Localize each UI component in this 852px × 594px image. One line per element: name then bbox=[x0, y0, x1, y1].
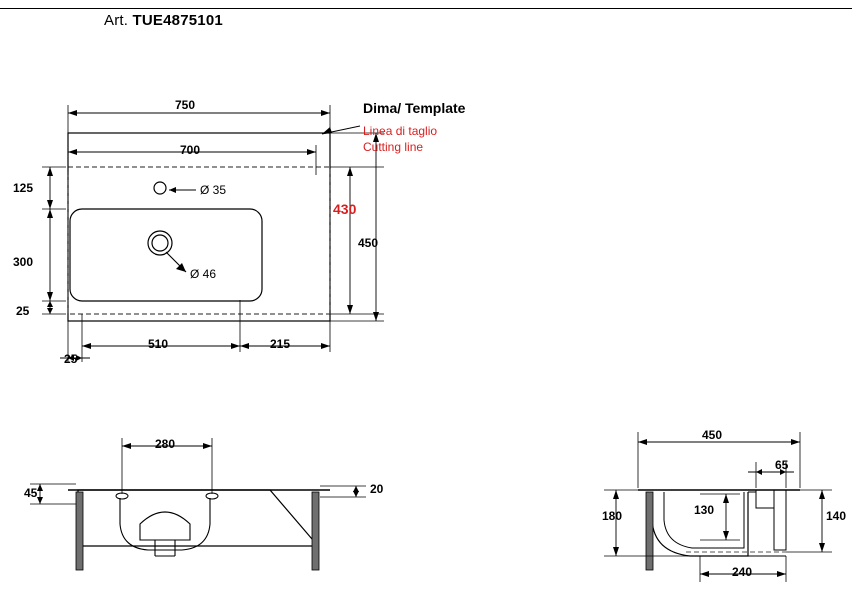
waste-hole-label: Ø 46 bbox=[190, 267, 217, 281]
dim-215-label: 215 bbox=[270, 337, 291, 351]
dim-125-label: 125 bbox=[13, 181, 34, 195]
side-bracket bbox=[646, 492, 653, 570]
dim-450-side-label: 450 bbox=[702, 428, 723, 442]
dim-130-label: 130 bbox=[694, 503, 715, 517]
dim-25-left-label: 25 bbox=[16, 304, 30, 318]
dim-300-label: 300 bbox=[13, 255, 34, 269]
dim-700-label: 700 bbox=[180, 143, 201, 157]
dim-510-label: 510 bbox=[148, 337, 169, 351]
dim-180-label: 180 bbox=[602, 509, 623, 523]
dim-280-label: 280 bbox=[155, 437, 176, 451]
template-title: Dima/ Template bbox=[363, 100, 466, 116]
dim-240-label: 240 bbox=[732, 565, 753, 579]
tap-hole-label: Ø 35 bbox=[200, 183, 227, 197]
article-prefix: Art. bbox=[104, 12, 129, 29]
article-code: TUE4875101 bbox=[132, 12, 223, 29]
dim-450-label: 450 bbox=[358, 236, 379, 250]
dim-430-label: 430 bbox=[333, 201, 357, 217]
side-bowl-profile bbox=[652, 492, 748, 556]
dim-25-bottom-label: 25 bbox=[64, 352, 78, 366]
dim-45-label: 45 bbox=[24, 486, 38, 500]
dim-750-label: 750 bbox=[175, 98, 196, 112]
cutting-line-en-label: Cutting line bbox=[363, 140, 424, 154]
dim-20-label: 20 bbox=[370, 482, 384, 496]
dim-65-label: 65 bbox=[775, 458, 789, 472]
dim-140-label: 140 bbox=[826, 509, 847, 523]
cutting-line-it-label: Linea di taglio bbox=[363, 124, 438, 138]
